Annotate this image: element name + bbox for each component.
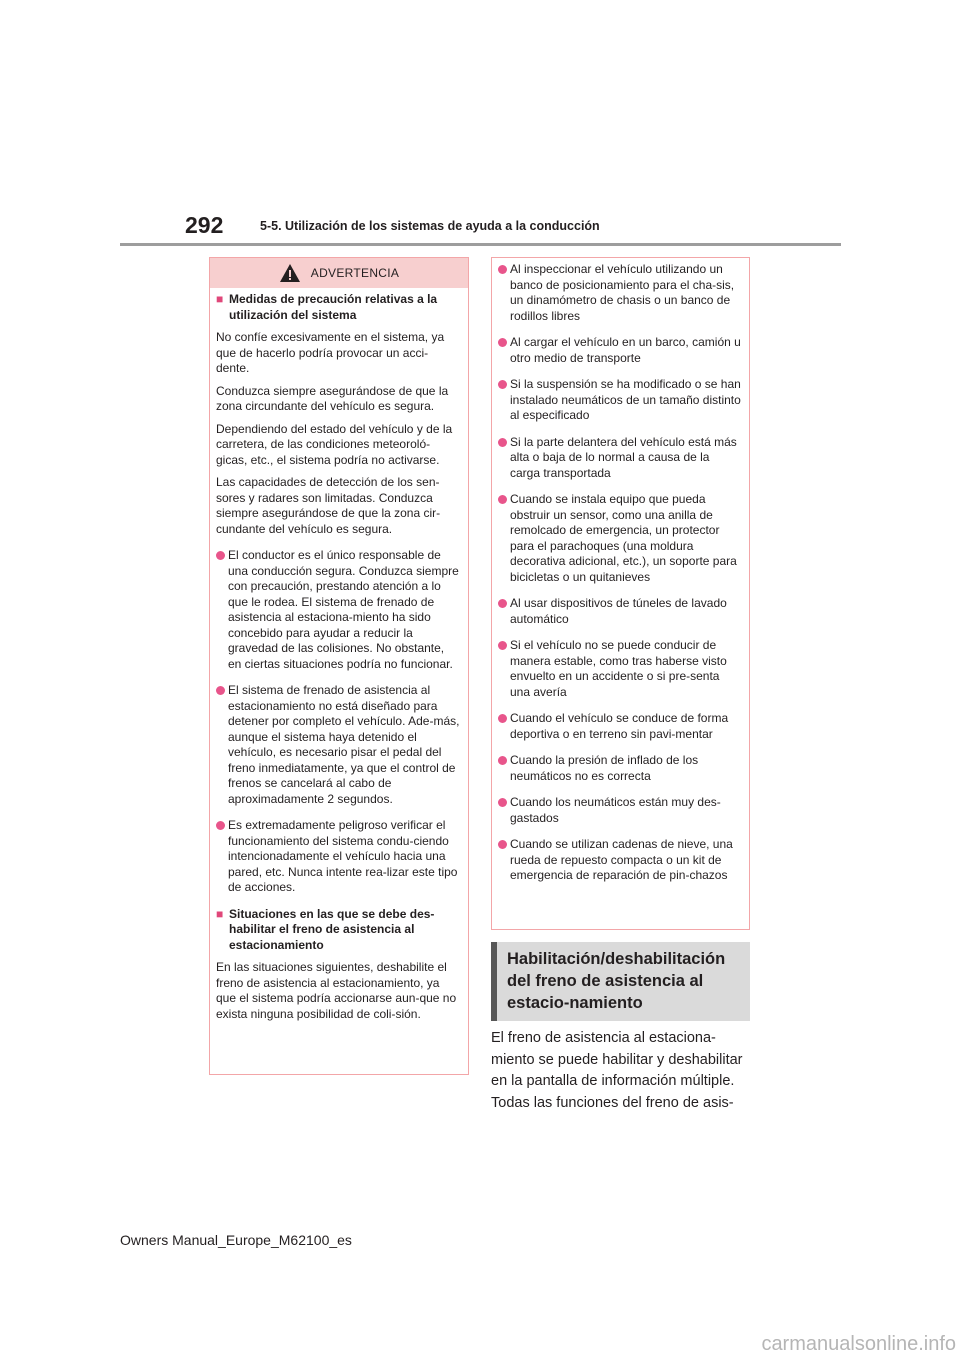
warning-paragraph: No confíe excesivamente en el sistema, ya que de hacerlo podría provocar un acci-dente. — [216, 330, 445, 375]
bullet-icon — [498, 756, 510, 784]
warning-paragraph: Conduzca siempre asegurándose de que la zona circundante del vehículo es segura. — [216, 383, 449, 413]
page-number: 292 — [185, 212, 224, 238]
section-title: 5-5. Utilización de los sistemas de ayuda a la conducción — [260, 219, 600, 233]
list-item: Cuando el vehículo se conduce de forma deportiva o en terreno sin pavi-mentar — [498, 711, 741, 742]
warning-paragraph: En las situaciones siguientes, deshabilite el freno de asistencia al estacionamiento, ya que el sistema podría accionarse aun-que no exista ninguna posibilidad de coli-sión. — [216, 960, 457, 1021]
warning-heading: ■ Situaciones en las que se debe des-habilitar el freno de asistencia al estacionamiento — [216, 906, 435, 952]
list-item: Cuando se instala equipo que pueda obstruir un sensor, como una anilla de remolcado de emergencia, un protector para el parachoques (una moldura decorativa adicional, etc.), un soporte para bicicletas o un quitanieves — [498, 492, 741, 585]
warning-triangle-icon — [279, 263, 301, 283]
warning-title: ADVERTENCIA — [310, 266, 400, 280]
warning-box — [209, 257, 469, 1075]
list-item: Si el vehículo no se puede conducir de manera estable, como tras haberse visto envuelto en un accidente o si pre-senta una avería — [498, 638, 741, 700]
header-divider — [120, 243, 841, 246]
page-header — [0, 0, 960, 250]
warning-content — [210, 288, 468, 1022]
bullet-icon — [216, 686, 228, 807]
bullet-icon — [498, 495, 510, 585]
bullet-icon — [498, 338, 510, 366]
list-item: Cuando los neumáticos están muy des-gastados — [498, 795, 741, 826]
square-bullet-icon: ■ — [216, 906, 224, 921]
body-paragraph: El freno de asistencia al estaciona-miento se puede habilitar y deshabilitar en la pantalla de información múltiple. Todas las funciones del freno de asis- — [491, 1030, 743, 1111]
warning-heading: ■ Medidas de precaución relativas a la utilización del sistema — [216, 292, 438, 322]
list-item: Al usar dispositivos de túneles de lavado automático — [498, 596, 741, 627]
square-bullet-icon: ■ — [216, 292, 224, 306]
bullet-icon — [498, 641, 510, 700]
list-item: Cuando la presión de inflado de los neumáticos no es correcta — [498, 753, 741, 784]
bullet-icon — [498, 438, 510, 482]
warning-continuation-box — [491, 257, 750, 930]
list-item: Cuando se utilizan cadenas de nieve, una rueda de repuesto compacta o un kit de emergencia de reparación de pin-chazos — [498, 837, 741, 884]
list-item: Si la suspensión se ha modificado o se han instalado neumáticos de un tamaño distinto al especificado — [498, 377, 741, 424]
section-heading: Habilitación/deshabilitación del freno de asistencia al estacio-namiento — [507, 950, 726, 1012]
list-item: Al cargar el vehículo en un barco, camión u otro medio de transporte — [498, 335, 741, 366]
banner-accent-bar — [491, 942, 497, 1021]
footer-text: Owners Manual_Europe_M62100_es — [120, 1232, 352, 1248]
bullet-icon — [498, 380, 510, 424]
bullet-icon — [498, 265, 510, 324]
bullet-icon — [498, 798, 510, 826]
bullet-icon — [498, 714, 510, 742]
bullet-icon — [498, 840, 510, 884]
list-item: Si la parte delantera del vehículo está más alta o baja de lo normal a causa de la carga transportada — [498, 435, 741, 482]
warning-bullet: Es extremadamente peligroso verificar el funcionamiento del sistema condu-ciendo intencionadamente el vehículo hacia una pared, etc. Nunca intente rea-lizar este tipo de acciones. — [216, 818, 460, 896]
continuation-content — [492, 258, 749, 884]
warning-paragraph: Dependiendo del estado del vehículo y de la carretera, de las condiciones meteoroló-gicas, etc., el sistema podría no activarse. — [216, 421, 453, 467]
warning-paragraph: Las capacidades de detección de los sen-sores y radares son limitadas. Conduzca siempre asegurándose de que la zona cir-cundante del vehículo es segura. — [216, 475, 441, 536]
list-item: Al inspeccionar el vehículo utilizando un banco de posicionamiento para el cha-sis, un dinamómetro de chasis o un banco de rodillos libres — [498, 262, 741, 324]
warning-bullet: El conductor es el único responsable de una conducción segura. Conduzca siempre con precaución, prestando atención a lo que le rodea. El sistema de frenado de asistencia al estaciona-miento ha sido concebido para ayudar a reducir la gravedad de las colisiones. No obstante, en ciertas situaciones podría no funcionar. — [216, 548, 460, 672]
section-banner — [491, 942, 750, 1021]
bullet-icon — [216, 551, 228, 672]
bullet-icon — [498, 599, 510, 627]
watermark: carmanualsonline.info — [761, 1333, 956, 1355]
bullet-icon — [216, 821, 228, 896]
warning-bullet: El sistema de frenado de asistencia al estacionamiento no está diseñado para detener por completo el vehículo. Ade-más, aunque el sistema haya detenido el vehículo, es necesario pisar el pedal del freno inmediatamente, ya que el control de frenos se cancelará al cabo de aproximadamente 2 segundos. — [216, 683, 460, 807]
warning-header — [210, 258, 468, 288]
